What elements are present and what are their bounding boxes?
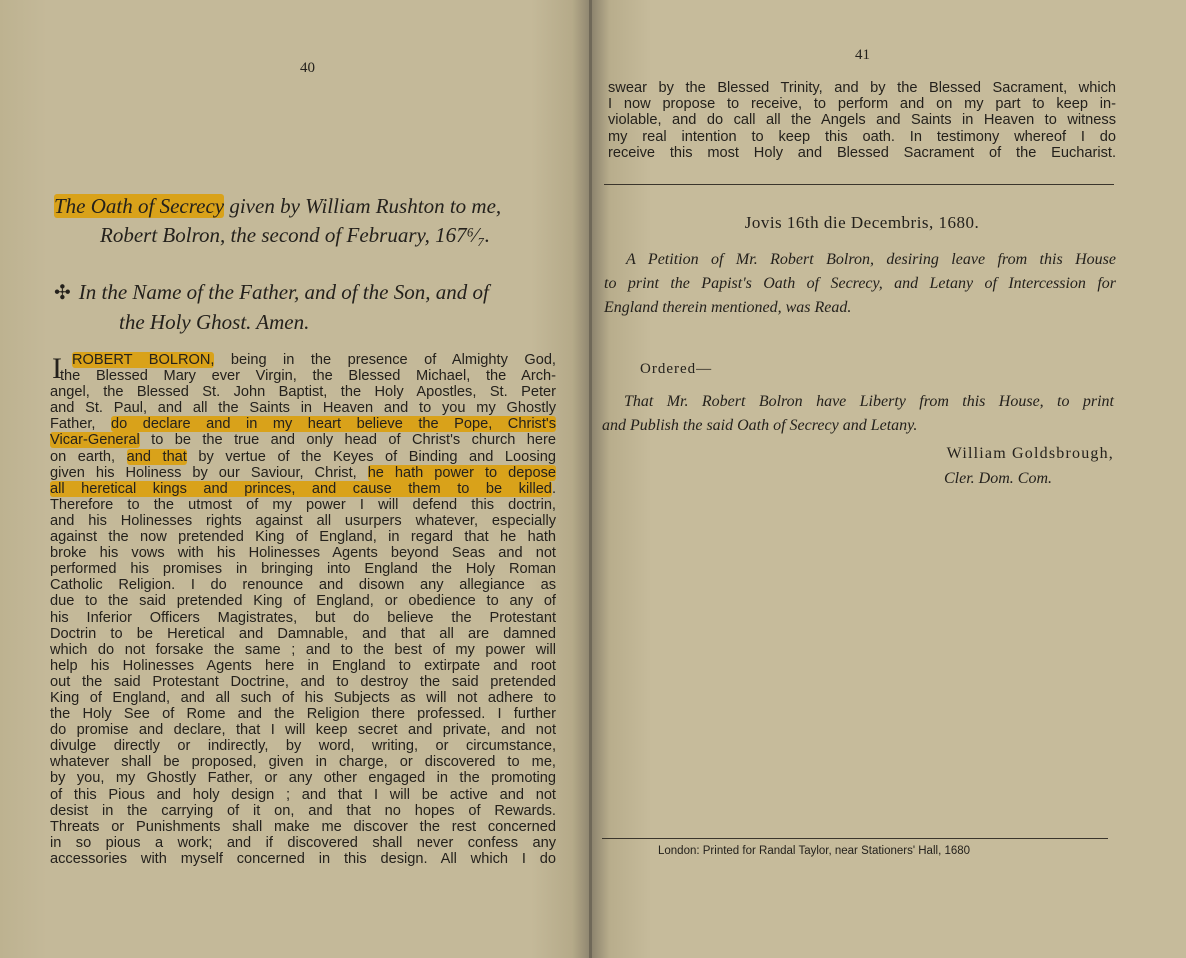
text-line bbox=[50, 465, 556, 481]
text-line bbox=[50, 368, 556, 384]
text-line: to print the Papist's Oath of Secrecy, and Letany of Intercession for bbox=[604, 275, 1116, 292]
body-text: accessories with myself concerned in this design. All which I do bbox=[50, 850, 556, 867]
text-line: receive this most Holy and Blessed Sacrament of the Eucharist. bbox=[608, 144, 1116, 161]
text-line bbox=[50, 384, 556, 400]
text-line bbox=[50, 690, 556, 706]
body-text: out the said Protestant Doctrine, and to destroy the said pretended bbox=[50, 673, 556, 690]
body-text: the Blessed Mary ever Virgin, the Blessed Michael, the Arch- bbox=[60, 368, 556, 385]
text-line bbox=[50, 706, 556, 722]
highlighted-text: The Oath of Secrecy bbox=[54, 194, 225, 218]
text-line bbox=[50, 416, 556, 432]
right-page bbox=[592, 0, 1186, 958]
imprint: London: Printed for Randal Taylor, near Stationers' Hall, 1680 bbox=[658, 845, 971, 857]
text-line: I now propose to receive, to perform and on my part to keep in- bbox=[608, 96, 1116, 113]
text-line bbox=[50, 851, 556, 867]
oath-text bbox=[50, 352, 556, 867]
body-text: by vertue of the Keyes of Binding and Loosing bbox=[186, 448, 556, 465]
body-text: his Inferior Officers Magistrates, but do believe the Protestant bbox=[50, 609, 556, 626]
body-text: performed his promises in bringing into England the Holy Roman bbox=[50, 561, 556, 578]
page-title bbox=[54, 192, 574, 250]
text-line bbox=[50, 561, 556, 577]
signer-name: William Goldsbrough, bbox=[946, 445, 1114, 462]
invocation-line-2: the Holy Ghost. Amen. bbox=[119, 310, 310, 334]
text-line: That Mr. Robert Bolron have Liberty from this House, to print bbox=[624, 393, 1114, 410]
body-text: Threats or Punishments shall make me discover the rest concerned bbox=[50, 818, 556, 835]
oath-continuation bbox=[608, 80, 1116, 161]
highlighted-text: Vicar-General bbox=[50, 432, 140, 449]
highlighted-text: and that bbox=[126, 448, 187, 465]
signer-title: Cler. Dom. Com. bbox=[944, 470, 1053, 487]
body-text: and St. Paul, and all the Saints in Heaven and to you my Ghostly bbox=[50, 400, 556, 417]
text-line: A Petition of Mr. Robert Bolron, desiring leave from this House bbox=[626, 251, 1116, 268]
text-line bbox=[50, 577, 556, 593]
text-line bbox=[50, 432, 556, 448]
petition-text bbox=[604, 248, 1116, 320]
body-text: of this Pious and holy design ; and that I will be active and not bbox=[50, 786, 556, 803]
text-line bbox=[50, 593, 556, 609]
record-date: Jovis 16th die Decembris, 1680. bbox=[744, 213, 980, 232]
text-line bbox=[50, 803, 556, 819]
text-line bbox=[50, 674, 556, 690]
text-line bbox=[50, 545, 556, 561]
body-text: the Holy See of Rome and the Religion there professed. I further bbox=[50, 706, 556, 723]
text-line bbox=[50, 787, 556, 803]
body-text: angel, the Blessed St. John Baptist, the Holy Apostles, St. Peter bbox=[50, 384, 556, 401]
order-text bbox=[602, 390, 1114, 438]
body-text: Father, bbox=[50, 416, 111, 433]
text-line bbox=[50, 819, 556, 835]
text-line: violable, and do call all the Angels and Saints in Heaven to witness bbox=[608, 112, 1116, 129]
text-line bbox=[50, 513, 556, 529]
body-text: to be the true and only head of Christ's church here bbox=[139, 432, 556, 449]
body-text: given his Holiness by our Saviour, Christ, bbox=[50, 464, 368, 481]
body-text: against the now pretended King of England, in regard that he hath bbox=[50, 529, 556, 546]
text-line bbox=[50, 610, 556, 626]
invocation bbox=[54, 278, 574, 337]
text-line bbox=[50, 722, 556, 738]
body-text: do promise and declare, that I will keep secret and private, and not bbox=[50, 722, 556, 739]
body-text: . bbox=[551, 480, 556, 497]
text-line: England therein mentioned, was Read. bbox=[604, 299, 852, 316]
body-text: which do not forsake the same ; and to the best of my power will bbox=[50, 641, 556, 658]
text-line bbox=[50, 352, 556, 368]
body-text: being in the presence of Almighty God, bbox=[214, 352, 556, 368]
body-text: due to the said pretended King of England, or obedience to any of bbox=[50, 593, 556, 610]
text-line bbox=[50, 400, 556, 416]
body-text: King of England, and all such of his Subjects as will not adhere to bbox=[50, 689, 556, 706]
highlighted-text: he hath power to depose bbox=[367, 464, 556, 481]
text-line bbox=[50, 835, 556, 851]
left-page bbox=[0, 0, 590, 958]
body-text: desist in the carrying of it on, and that no hopes of Rewards. bbox=[50, 802, 556, 819]
body-text: broke his vows with his Holinesses Agents beyond Seas and not bbox=[50, 545, 556, 562]
text-line bbox=[50, 658, 556, 674]
body-text: divulge directly or indirectly, by word, writing, or circumstance, bbox=[50, 738, 556, 755]
text-line: my real intention to keep this oath. In testimony whereof I do bbox=[608, 128, 1116, 145]
text-line bbox=[50, 626, 556, 642]
text-line bbox=[50, 770, 556, 786]
text-line bbox=[50, 481, 556, 497]
title-text: given by William Rushton to me, bbox=[224, 194, 502, 218]
body-text: Catholic Religion. I do renounce and disown any allegiance as bbox=[50, 577, 556, 594]
body-text: Doctrin to be Heretical and Damnable, and that all are damned bbox=[50, 625, 556, 642]
body-text: in so pious a work; and if discovered shall never confess any bbox=[50, 834, 556, 851]
body-text: on earth, bbox=[50, 448, 127, 465]
body-text: help his Holinesses Agents here in England to extirpate and root bbox=[50, 657, 556, 674]
highlighted-text: all heretical kings and princes, and cause them to be killed bbox=[50, 480, 552, 497]
text-line bbox=[50, 642, 556, 658]
title-line-2: Robert Bolron, the second of February, 167⁶⁄₇. bbox=[100, 223, 491, 247]
body-text: and his Holinesses rights against all usurpers whatever, especially bbox=[50, 512, 556, 529]
divider bbox=[604, 184, 1114, 185]
invocation-line-1: In the Name of the Father, and of the Son, and of bbox=[78, 280, 489, 304]
cross-icon: ✣ bbox=[54, 282, 71, 304]
page-number: 40 bbox=[300, 60, 315, 76]
body-text: by you, my Ghostly Father, or any other engaged in the promoting bbox=[50, 770, 556, 787]
highlighted-text: ROBERT BOLRON, bbox=[72, 352, 215, 368]
text-line bbox=[50, 529, 556, 545]
text-line bbox=[50, 497, 556, 513]
text-line bbox=[50, 754, 556, 770]
page-number: 41 bbox=[855, 47, 870, 63]
ordered-heading: Ordered— bbox=[640, 361, 713, 377]
footer-divider bbox=[602, 838, 1108, 839]
body-text: whatever shall be proposed, given in charge, or discovered to me, bbox=[50, 754, 556, 771]
body-text: Therefore to the utmost of my power I will defend this doctrin, bbox=[50, 496, 556, 513]
highlighted-text: do declare and in my heart believe the Pope, Christ's bbox=[110, 416, 556, 433]
drop-cap: I bbox=[52, 352, 62, 385]
text-line bbox=[50, 449, 556, 465]
text-line: and Publish the said Oath of Secrecy and Letany. bbox=[602, 417, 918, 434]
text-line: swear by the Blessed Trinity, and by the Blessed Sacrament, which bbox=[608, 80, 1116, 96]
text-line bbox=[50, 738, 556, 754]
